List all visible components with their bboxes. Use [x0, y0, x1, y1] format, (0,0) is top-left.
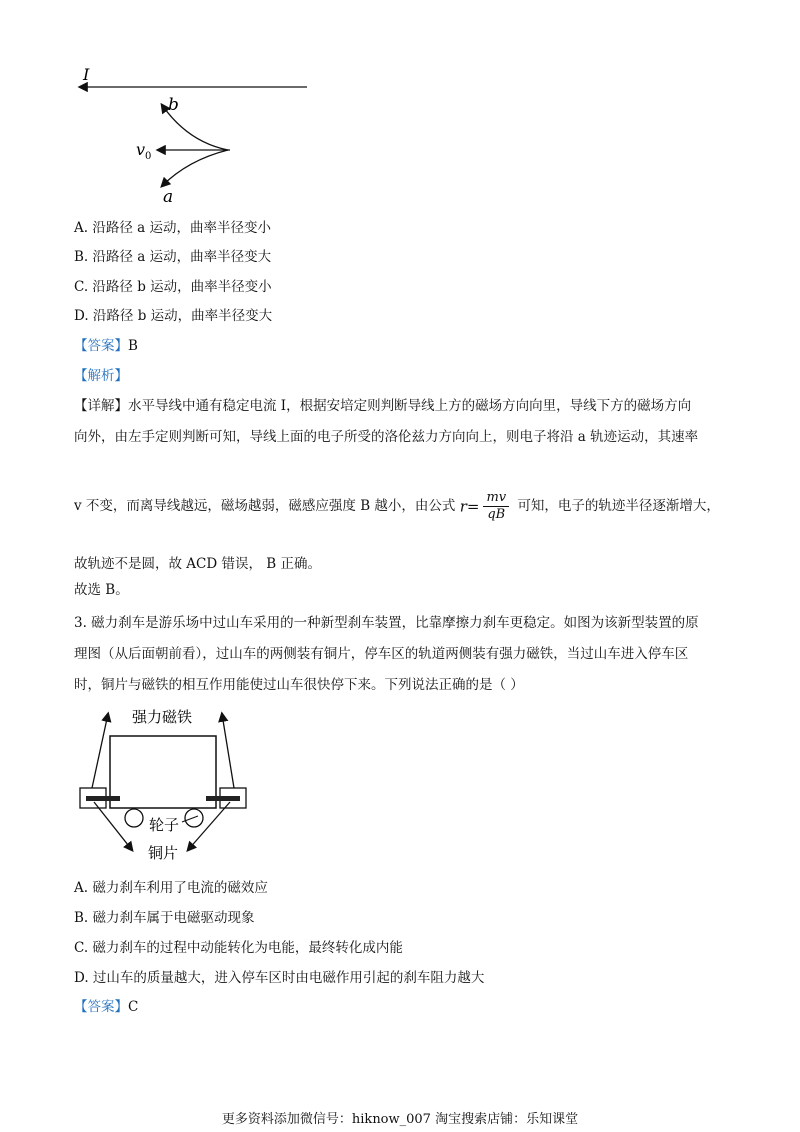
copper-label: 铜片 [148, 844, 179, 862]
answer-value: B [128, 338, 138, 354]
q2-answer [74, 337, 138, 355]
wheel-arrow [182, 816, 198, 822]
right-copper [206, 796, 240, 801]
answer-tag: 【答案】 [74, 999, 128, 1015]
q2-option-b: B. 沿路径 a 运动，曲率半径变大 [74, 249, 272, 265]
left-copper-arrow [94, 802, 132, 850]
q3-option-d: D. 过山车的质量越大，进入停车区时由电磁作用引起的刹车阻力越大 [74, 970, 485, 986]
q2-detail-line-2: 向外，由左手定则判断可知，导线上面的电子所受的洛伦兹力方向向上，则电子将沿 a 轨迹运动，其速率 [74, 429, 699, 445]
q2-option-d: D. 沿路径 b 运动，曲率半径变大 [74, 308, 273, 324]
q3-stem-line-2: 理图（从后面朝前看），过山车的两侧装有铜片，停车区的轨道两侧装有强力磁铁，当过山车进入停车区 [74, 646, 689, 662]
q3-option-b: B. 磁力刹车属于电磁驱动现象 [74, 910, 255, 926]
right-magnet-arrow [222, 714, 234, 788]
wheel-label: 轮子 [149, 816, 180, 834]
left-wheel [125, 809, 143, 827]
path-a-curve [162, 150, 228, 186]
path-b-label: b [168, 95, 179, 115]
left-magnet-arrow [92, 714, 108, 788]
answer-value: C [128, 999, 139, 1015]
q2-detail-line-4: 故轨迹不是圆，故 ACD 错误， B 正确。 [74, 556, 321, 572]
q3-stem-line-1: 3. 磁力刹车是游乐场中过山车采用的一种新型刹车装置，比靠摩擦力刹车更稳定。如图为该新型装置的原 [74, 615, 699, 631]
path-a-label: a [163, 187, 174, 207]
q3-option-a: A. 磁力刹车利用了电流的磁效应 [74, 880, 268, 896]
q3-answer [74, 998, 138, 1016]
coaster-car [110, 736, 216, 808]
answer-tag: 【答案】 [74, 338, 128, 354]
page-footer: 更多资料添加微信号：hiknow_007 淘宝搜索店铺：乐知课堂 [221, 1112, 579, 1127]
q2-analysis-tag: 【解析】 [74, 368, 128, 384]
q3-option-c: C. 磁力刹车的过程中动能转化为电能，最终转化成内能 [74, 940, 403, 956]
formula-fraction: $\frac{mv}{qB}$ [483, 490, 509, 523]
q2-option-c: C. 沿路径 b 运动，曲率半径变小 [74, 279, 272, 295]
q2-detail-line-1: 【详解】水平导线中通有稳定电流 I，根据安培定则判断导线上方的磁场方向向里，导线下方的磁场方向 [74, 398, 692, 414]
magnet-label: 强力磁铁 [132, 708, 193, 726]
q2-conclusion: 故选 B。 [74, 582, 129, 598]
q2-option-a: A. 沿路径 a 运动，曲率半径变小 [74, 220, 271, 236]
velocity-label: $v_0$ [136, 140, 152, 162]
formula: r= [459, 497, 480, 516]
figure-magnetic-brake [70, 700, 270, 865]
q2-detail-line-3: v 不变，而离导线越远，磁场越弱，磁感应强度 B 越小，由公式 r= $\frac{mv}{qB}$ 可知，电子的轨迹半径逐渐增大， [74, 490, 720, 522]
current-label: I [83, 65, 90, 84]
q3-stem-line-3: 时，铜片与磁铁的相互作用能使过山车很快停下来。下列说法正确的是（ ） [74, 677, 524, 693]
left-copper [86, 796, 120, 801]
figure-wire-electron [70, 58, 320, 208]
detail-tag: 【详解】 [74, 398, 128, 414]
